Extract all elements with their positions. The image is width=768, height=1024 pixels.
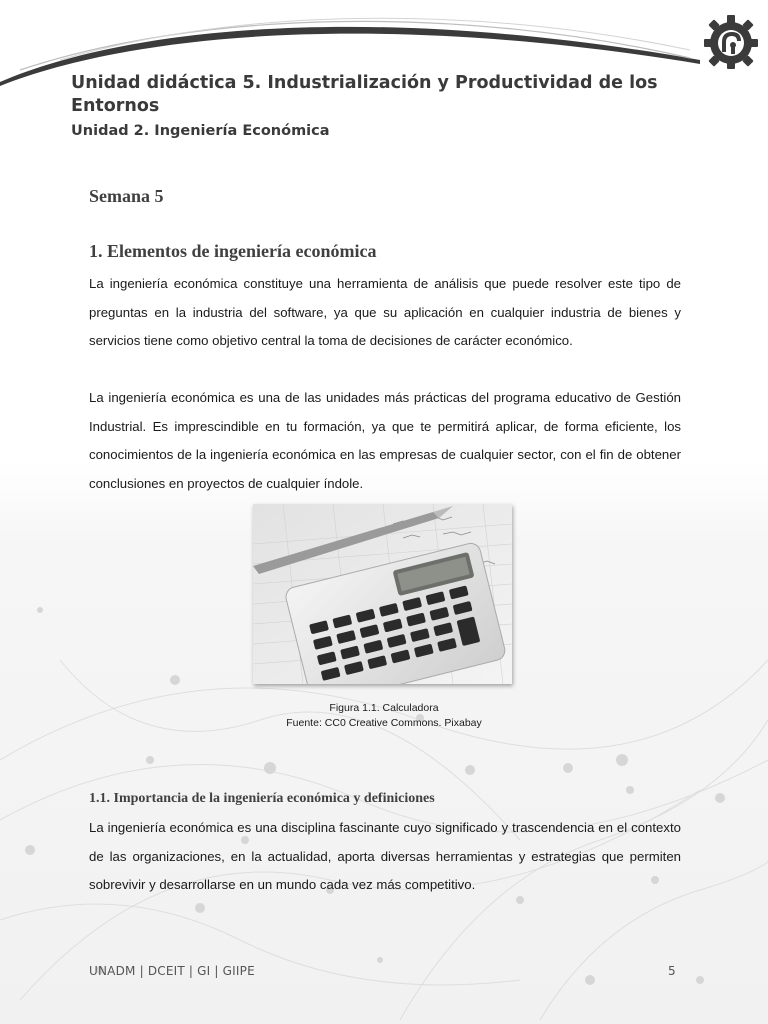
calculator-photo <box>253 504 512 684</box>
figure-caption: Figura 1.1. Calculadora <box>329 702 439 714</box>
week-heading: Semana 5 <box>89 186 164 206</box>
section-paragraph-2: La ingeniería económica es una de las unidades más prácticas del programa educativo de Gestión Industrial. Es imprescindible en tu formación, ya que te permitirá aplicar, de forma eficiente, los conocimientos de la ingeniería económica en las empresas de cualquier sector, con el fin de obtener conclusiones en proyectos de cualquier índole. <box>89 390 681 491</box>
figure-source: Fuente: CC0 Creative Commons. Pixabay <box>286 717 482 729</box>
unit-subtitle: Unidad 2. Ingeniería Económica <box>71 123 330 139</box>
unit-title: Unidad didáctica 5. Industrialización y Productividad de los Entornos <box>71 73 658 116</box>
footer-institution: UNADM | DCEIT | GI | GIIPE <box>89 964 255 978</box>
page-number: 5 <box>668 964 676 978</box>
section-paragraph-1: La ingeniería económica constituye una herramienta de análisis que puede resolver este tipo de preguntas en la industria del software, ya que su aplicación en cualquier industria de bienes y servicios tiene como objetivo central la toma de decisiones de carácter económico. <box>89 276 681 348</box>
subsection-heading: 1.1. Importancia de la ingeniería económica y definiciones <box>89 791 435 806</box>
subsection-paragraph: La ingeniería económica es una disciplina fascinante cuyo significado y trascendencia en el contexto de las organizaciones, en la actualidad, aporta diversas herramientas y estrategias que permiten sobrevivir y desarrollarse en un mundo cada vez más competitivo. <box>89 820 681 892</box>
section-heading: 1. Elementos de ingeniería económica <box>89 241 377 261</box>
